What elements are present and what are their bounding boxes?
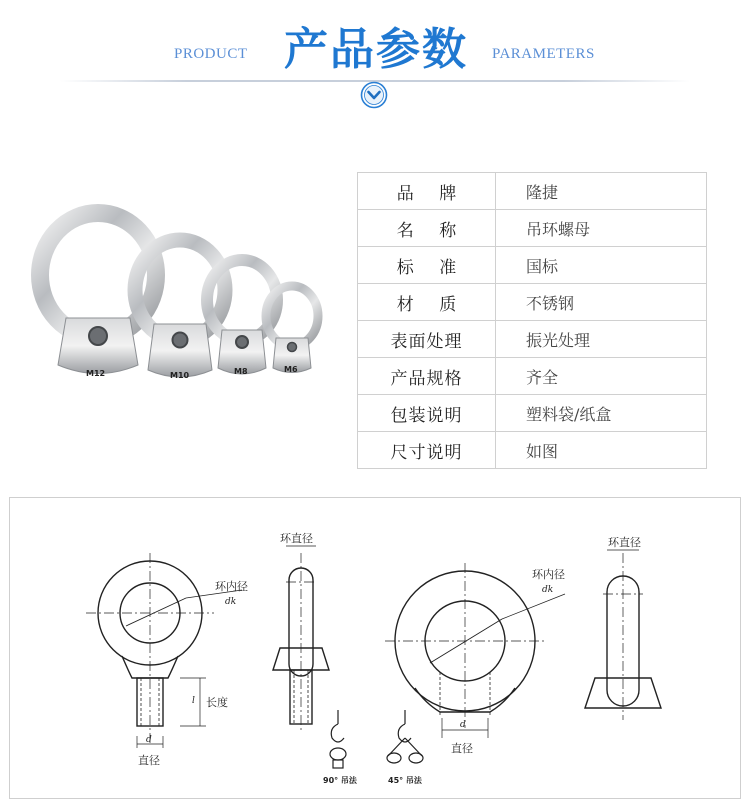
spec-value: 齐全 (496, 358, 707, 395)
hook-45-icon (387, 710, 423, 763)
eye-bolt-side-view (273, 546, 329, 733)
table-row (358, 358, 707, 395)
nut-diameter-symbol: d (460, 720, 466, 730)
inner-diameter-symbol: dk (225, 597, 237, 607)
hook-90-icon (330, 710, 346, 768)
header-left-label: PRODUCT (174, 46, 248, 62)
table-row (358, 247, 707, 284)
eye-nut-m6 (266, 286, 318, 374)
spec-value: 如图 (496, 432, 707, 469)
spec-value: 隆捷 (496, 173, 707, 210)
spec-value: 振光处理 (496, 321, 707, 358)
spec-value: 不锈钢 (496, 284, 707, 321)
header-right-label: PARAMETERS (492, 46, 595, 62)
nut-inner-diameter-label: 环内径 (532, 568, 565, 581)
spec-key: 表面处理 (358, 321, 496, 358)
spec-key: 标 准 (358, 247, 496, 284)
ring-diameter-label: 环直径 (280, 532, 313, 545)
table-row (358, 210, 707, 247)
diameter-label: 直径 (138, 754, 160, 767)
page-title: 产品参数 (284, 24, 468, 75)
chevron-down-icon (360, 81, 388, 109)
spec-key: 尺寸说明 (358, 432, 496, 469)
nut-marking: M6 (284, 365, 298, 374)
eye-nut-front-view (385, 563, 565, 738)
nut-ring-diameter-label: 环直径 (608, 536, 641, 549)
table-row (358, 173, 707, 210)
spec-table (357, 172, 707, 469)
table-row (358, 284, 707, 321)
length-symbol: l (192, 696, 195, 706)
lifting-90-label: 90° 吊法 (323, 776, 357, 785)
spec-key: 产品规格 (358, 358, 496, 395)
dimension-drawing (9, 497, 741, 799)
spec-value: 国标 (496, 247, 707, 284)
spec-value: 塑料袋/纸盒 (496, 395, 707, 432)
nut-marking: M12 (86, 369, 106, 378)
spec-key: 品 牌 (358, 173, 496, 210)
spec-key: 材 质 (358, 284, 496, 321)
eye-nut-side-view (585, 550, 661, 720)
table-row (358, 432, 707, 469)
nut-inner-diameter-symbol: dk (542, 585, 554, 595)
nut-marking: M10 (170, 371, 190, 380)
spec-value: 吊环螺母 (496, 210, 707, 247)
spec-key: 包装说明 (358, 395, 496, 432)
length-label: 长度 (206, 696, 228, 709)
table-row (358, 321, 707, 358)
product-photo (20, 190, 350, 420)
spec-key: 名 称 (358, 210, 496, 247)
lifting-45-label: 45° 吊法 (388, 776, 422, 785)
nut-marking: M8 (234, 367, 248, 376)
nut-diameter-label: 直径 (451, 742, 473, 755)
table-row (358, 395, 707, 432)
diameter-symbol: d (146, 735, 152, 745)
inner-diameter-label: 环内径 (215, 580, 248, 593)
